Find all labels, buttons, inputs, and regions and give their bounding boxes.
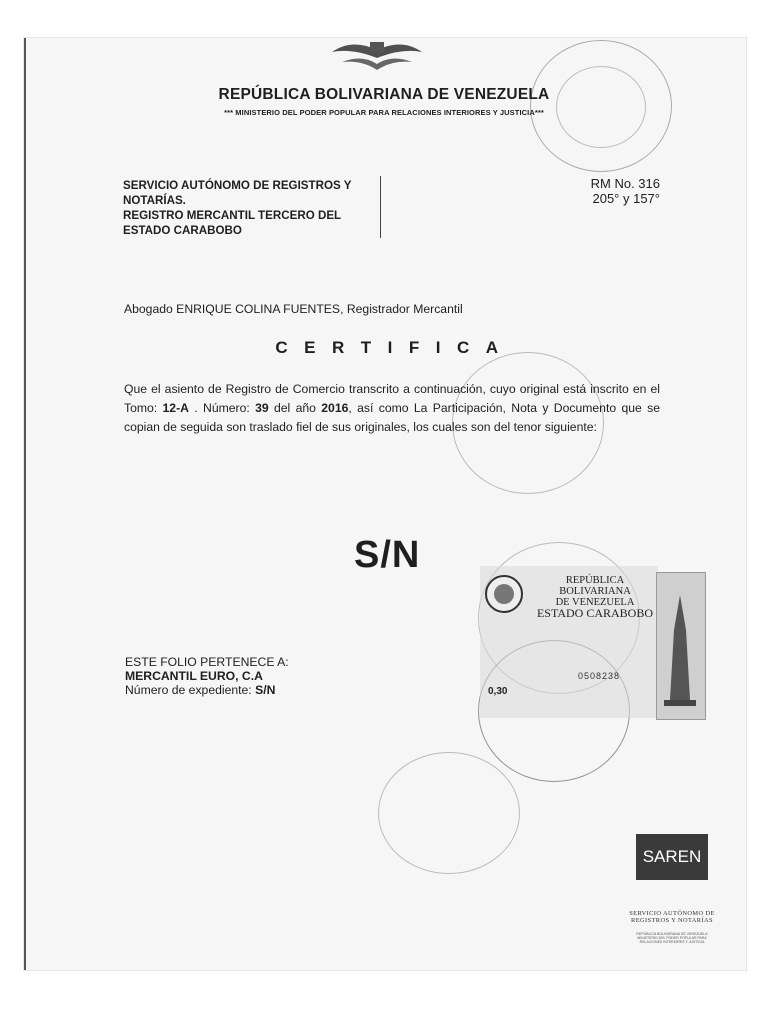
certification-paragraph: [124, 380, 660, 437]
seal-text: [534, 575, 656, 619]
anio-value: 2016: [321, 401, 349, 415]
para-part-1: Que el asiento de Registro de Comercio transcrito a continuación, cuyo original está inscrito en el Tomo:: [124, 382, 660, 415]
header-subtitle: *** MINISTERIO DEL PODER POPULAR PARA RELACIONES INTERIORES Y JUSTICIA***: [224, 108, 544, 117]
expediente-label: Número de expediente:: [125, 683, 256, 697]
saren-fine-print: REPÚBLICA BOLIVARIANA DE VENEZUELA MINISTERIO DEL PODER POPULAR PARA RELACIONES INTERIORES Y JUSTICIA: [636, 932, 708, 944]
registrar-line: Abogado ENRIQUE COLINA FUENTES, Registrador Mercantil: [124, 302, 463, 316]
folio-block: [125, 655, 289, 697]
numero-value: 39: [255, 401, 269, 415]
rm-number: RM No. 316: [590, 176, 660, 191]
seal-line-2: DE VENEZUELA: [555, 597, 635, 608]
monument-icon: [660, 590, 700, 710]
office-line-2: NOTARÍAS.: [123, 194, 186, 207]
office-line-1: SERVICIO AUTÓNOMO DE REGISTROS Y: [123, 179, 352, 192]
seal-value: 0,30: [488, 686, 508, 697]
margin-line: [24, 38, 26, 970]
sn-title: S/N: [354, 534, 421, 576]
round-stamp-top-inner: [556, 66, 646, 148]
para-part-3: del año: [268, 401, 322, 415]
registry-reference: [540, 176, 660, 206]
seal-serial-number: 0508238: [578, 671, 621, 681]
certifica-heading: CERTIFICA: [275, 338, 515, 357]
tomo-value: 12-A: [162, 401, 189, 415]
header-divider: [380, 176, 381, 238]
para-part-4: , así como La Participación, Nota y Documento que se copian de seguida son traslado fiel de sus originales, los cuales son del tenor siguiente:: [124, 401, 660, 434]
office-line-3: REGISTRO MERCANTIL TERCERO DEL: [123, 209, 342, 222]
expediente-line: [125, 683, 289, 697]
office-line-4: ESTADO CARABOBO: [123, 224, 242, 237]
degrees: 205° y 157°: [592, 191, 660, 206]
issuing-office: [123, 178, 373, 238]
saren-logo: SAREN: [636, 834, 708, 880]
company-name: MERCANTIL EURO, C.A: [125, 669, 263, 683]
seal-emblem-icon: [484, 574, 524, 614]
seal-line-1: REPÚBLICA BOLIVARIANA: [559, 575, 631, 597]
round-stamp-bottom: [378, 752, 520, 874]
coat-of-arms-icon: [322, 38, 432, 76]
header-title: REPÚBLICA BOLIVARIANA DE VENEZUELA: [218, 86, 550, 103]
folio-label: ESTE FOLIO PERTENECE A:: [125, 655, 289, 669]
expediente-value: S/N: [255, 683, 276, 697]
para-part-2: . Número:: [188, 401, 256, 415]
saren-caption: SERVICIO AUTÓNOMO DE REGISTROS Y NOTARÍAS: [629, 910, 715, 924]
seal-line-3: ESTADO CARABOBO: [536, 606, 654, 620]
